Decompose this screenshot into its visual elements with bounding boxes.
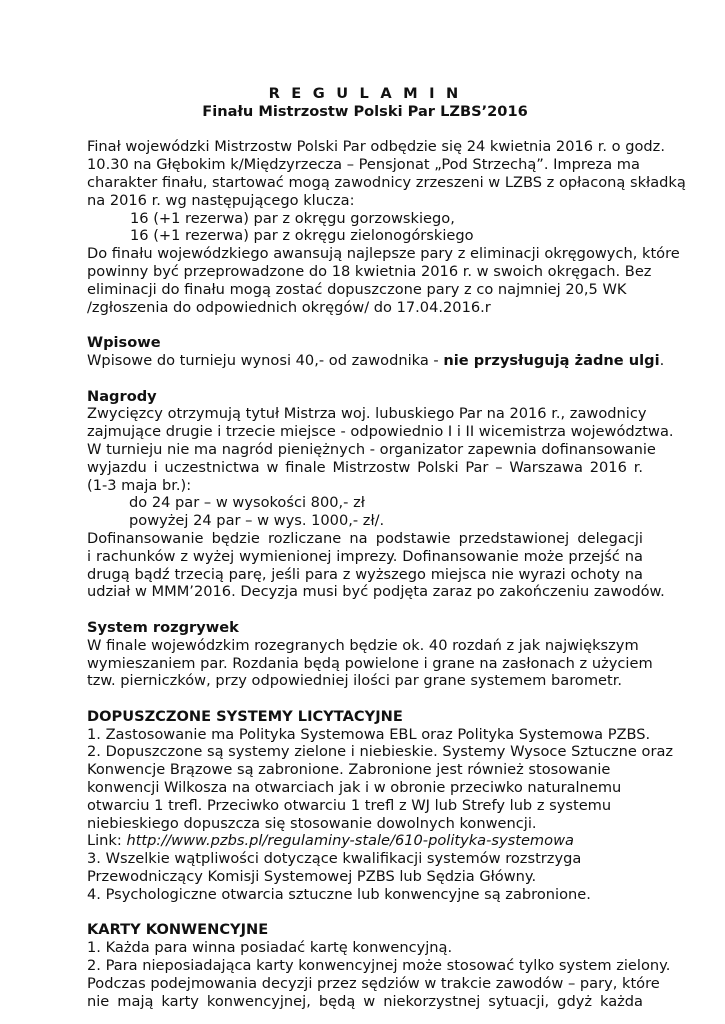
spacer — [87, 904, 643, 922]
intro-line: powinny być przeprowadzone do 18 kwietnia 2016 r. w swoich okręgach. Bez — [87, 262, 652, 280]
nagrody-line: drugą bądź trzecią parę, jeśli para z wyższego miejsca nie wyrazi ochoty na — [87, 565, 643, 583]
system-line: wymieszaniem par. Rozdania będą powielone i grane na zasłonach z użyciem — [87, 654, 653, 672]
wpisowe-text-end: . — [659, 351, 665, 369]
nagrody-line: udział w MMM’2016. Decyzja musi być podjęta zaraz po zakończeniu zawodów. — [87, 583, 665, 601]
policy-link-label: Link: — [87, 832, 127, 850]
karty-section — [87, 921, 671, 1010]
wpisowe-section — [87, 334, 665, 370]
quota-gorzow: 16 (+1 rezerwa) par z okręgu gorzowskiego, — [130, 209, 455, 227]
intro-line: Do finału wojewódzkiego awansują najlepsze pary z eliminacji okręgowych, które — [87, 245, 680, 263]
intro-line: 10.30 na Głębokim k/Międzyrzecza – Pensjonat „Pod Strzechą”. Impreza ma — [87, 156, 640, 174]
spacer — [87, 370, 643, 388]
amount-up-to-24: do 24 par – w wysokości 800,- zł — [129, 494, 365, 512]
karty-line: nie mają karty konwencyjnej, będą w niekorzystnej sytuacji, gdyż każda — [87, 992, 643, 1010]
karty-heading: KARTY KONWENCYJNE — [87, 921, 269, 939]
amount-over-24: powyżej 24 par – w wys. 1000,- zł/. — [129, 512, 385, 530]
system-heading: System rozgrywek — [87, 618, 239, 636]
nagrody-line: zajmujące drugie i trzecie miejsce - odpowiednio I i II wicemistrza województwa. — [87, 423, 674, 441]
nagrody-line: i rachunków z wyżej wymienionej imprezy. Dofinansowanie może przejść na — [87, 547, 643, 565]
wpisowe-text-start: Wpisowe do turnieju wynosi 40,- od zawodnika - — [87, 351, 444, 369]
nagrody-line: Zwycięzcy otrzymują tytuł Mistrza woj. lubuskiego Par na 2016 r., zawodnicy — [87, 405, 647, 423]
licytacyjne-line: 1. Zastosowanie ma Polityka Systemowa EBL oraz Polityka Systemowa PZBS. — [87, 725, 651, 743]
karty-line: 1. Każda para winna posiadać kartę konwencyjną. — [87, 939, 453, 957]
wpisowe-heading: Wpisowe — [87, 334, 161, 352]
quota-zielona-gora: 16 (+1 rezerwa) par z okręgu zielonogórskiego — [130, 227, 474, 245]
licytacyjne-line: 3. Wszelkie wątpliwości dotyczące kwalifikacji systemów rozstrzyga — [87, 850, 582, 868]
intro-line: eliminacji do finału mogą zostać dopuszczone pary z co najmniej 20,5 WK — [87, 280, 627, 298]
licytacyjne-section — [87, 707, 674, 904]
karty-line: 2. Para nieposiadająca karty konwencyjnej może stosować tylko system zielony. — [87, 957, 671, 975]
nagrody-line: wyjazdu i uczestnictwa w finale Mistrzostw Polski Par – Warszawa 2016 r. — [87, 458, 643, 476]
system-section — [87, 618, 653, 690]
policy-link[interactable]: http://www.pzbs.pl/regulaminy-stale/610-polityka-systemowa — [126, 832, 574, 850]
nagrody-line: (1-3 maja br.): — [87, 476, 192, 494]
licytacyjne-line: 4. Psychologiczne otwarcia sztuczne lub konwencyjne są zabronione. — [87, 885, 591, 903]
licytacyjne-line: niebieskiego dopuszcza się stosowanie dowolnych konwencji. — [87, 814, 537, 832]
spacer — [87, 121, 643, 139]
nagrody-line: Dofinansowanie będzie rozliczane na podstawie przedstawionej delegacji — [87, 529, 643, 547]
system-line: tzw. pierniczków, przy odpowiedniej ilości par grane systemem barometr. — [87, 672, 623, 690]
document-content — [87, 85, 686, 1010]
karty-line: Podczas podejmowania decyzji przez sędziów w trakcie zawodów – pary, które — [87, 974, 660, 992]
intro-line: /zgłoszenia do odpowiednich okręgów/ do 17.04.2016.r — [87, 298, 491, 316]
intro-line: na 2016 r. wg następującego klucza: — [87, 191, 355, 209]
document-title: R E G U L A M I N — [268, 85, 462, 102]
wpisowe-text-bold: nie przysługują żadne ulgi — [443, 351, 660, 369]
wpisowe-text — [87, 351, 665, 370]
spacer — [87, 690, 643, 708]
system-line: W finale wojewódzkim rozegranych będzie ok. 40 rozdań z jak największym — [87, 636, 639, 654]
licytacyjne-line: Przewodniczący Komisji Systemowej PZBS lub Sędzia Główny. — [87, 868, 537, 886]
licytacyjne-heading: DOPUSZCZONE SYSTEMY LICYTACYJNE — [87, 707, 403, 725]
nagrody-section — [87, 387, 674, 602]
licytacyjne-line: 2. Dopuszczone są systemy zielone i niebieskie. Systemy Wysoce Sztuczne oraz — [87, 743, 674, 761]
policy-link-line — [87, 832, 643, 850]
spacer — [87, 316, 643, 334]
licytacyjne-line: Konwencje Brązowe są zabronione. Zabronione jest również stosowanie — [87, 761, 611, 779]
nagrody-heading: Nagrody — [87, 387, 157, 405]
intro-line: charakter finału, startować mogą zawodnicy zrzeszeni w LZBS z opłaconą składką — [87, 173, 686, 191]
spacer — [87, 601, 643, 619]
document-subtitle: Finału Mistrzostw Polski Par LZBS’2016 — [202, 102, 528, 120]
licytacyjne-line: otwarciu 1 trefl. Przeciwko otwarciu 1 trefl z WJ lub Strefy lub z systemu — [87, 796, 612, 814]
intro-section — [87, 138, 686, 316]
intro-line: Finał wojewódzki Mistrzostw Polski Par odbędzie się 24 kwietnia 2016 r. o godz. — [87, 138, 665, 156]
nagrody-line: W turnieju nie ma nagród pieniężnych - organizator zapewnia dofinansowanie — [87, 440, 656, 458]
licytacyjne-line: konwencji Wilkosza na otwarciach jak i w obronie przeciwko naturalnemu — [87, 779, 622, 797]
